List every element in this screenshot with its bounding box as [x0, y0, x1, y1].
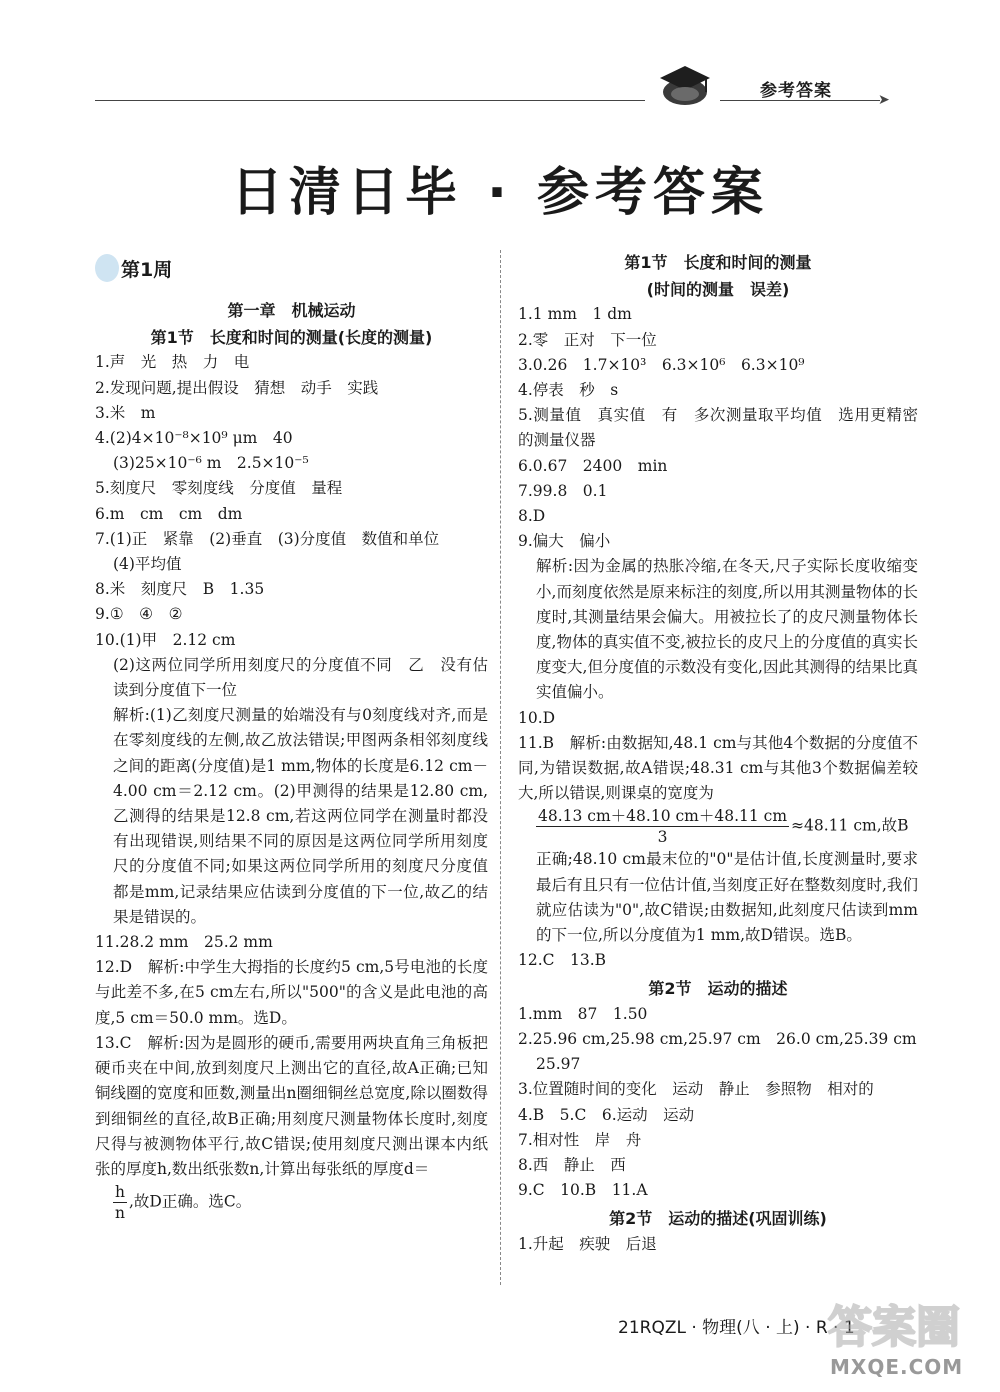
- analysis-paragraph: 解析:因为金属的热胀冷缩,在冬天,尺子实际长度收缩变小,而刻度依然是原来标注的刻度,所以用其测量物体的长度时,其测量结果会偏大。用被拉长了的皮尺测量物体长度,物体的真实值不变,被拉长的皮尺上的分度值的真实长度变大,但分度值的示数没有变化,因此其测得的结果比真实值偏小。: [536, 557, 918, 702]
- answer-line: 4.(2)4×10⁻⁸×10⁹ μm 40: [95, 429, 293, 448]
- analysis-paragraph: 解析:(1)乙刻度尺测量的始端没有与0刻度线对齐,而是在零刻度线的左侧,故乙放法错误;甲图两条相邻刻度线之间的距离(分度值)是1 mm,物体的长度是6.12 cm－4.00 cm＝2.12 cm。(2)甲测得的结果是12.80 cm,乙测得的结果是12.8 cm,若这两位同学在测量时都没有出现错误,则结果不同的原因是这两位同学所用刻度尺的分度值不同;如果这两位同学所用的刻度尺分度值都是mm,记录结果应估读到分度值的下一位,故乙的结果是错误的。: [113, 706, 488, 926]
- formula-line: [95, 1182, 488, 1223]
- answer-line: 4.停表 秒 s: [518, 381, 619, 400]
- section-heading: 第1节 长度和时间的测量: [624, 253, 812, 272]
- answer-text: ,故D正确。选C。: [128, 1192, 252, 1211]
- answer-paragraph: 11.B 解析:由数据知,48.1 cm与其他4个数据的分度值不同,为错误数据,故A错误;48.31 cm与其他3个数据偏差较大,所以错误,则课桌的宽度为: [518, 733, 918, 803]
- header-label: 参考答案: [760, 81, 832, 101]
- fraction: [113, 1182, 127, 1223]
- fraction-denominator: n: [115, 1204, 125, 1223]
- answer-line: 6.m cm cm dm: [95, 504, 243, 523]
- graduation-cap-icon: [656, 62, 714, 108]
- page-title: 日清日毕 · 参考答案: [231, 163, 769, 223]
- answer-line: (3)25×10⁻⁶ m 2.5×10⁻⁵: [113, 454, 309, 473]
- formula-line: [518, 806, 918, 847]
- answer-line: 1.mm 87 1.50: [518, 1004, 648, 1023]
- answer-paragraph: 12.D 解析:中学生大拇指的长度约5 cm,5号电池的长度与此差不多,在5 cm左右,所以"500"的含义是此电池的高度,5 cm＝50.0 mm。选D。: [95, 958, 488, 1027]
- answer-line: 2.零 正对 下一位: [518, 330, 657, 349]
- section-heading: 第2节 运动的描述: [648, 979, 788, 999]
- answer-line: 9.C 10.B 11.A: [518, 1181, 648, 1200]
- answer-line: 25.97: [536, 1055, 581, 1074]
- answer-line: 10.D: [518, 708, 556, 727]
- answer-line: 8.米 刻度尺 B 1.35: [95, 580, 265, 599]
- answer-line: 8.D: [518, 507, 546, 526]
- header-arrow-icon: ➤: [878, 92, 890, 108]
- answer-line: 1.1 mm 1 dm: [518, 305, 632, 324]
- answer-paragraph: 正确;48.10 cm最末位的"0"是估计值,长度测量时,要求最后有且只有一位估计值,当刻度正好在整数刻度时,我们就应估读为"0",故C错误;由数据知,此刻度尺估读到mm的下一位,所以分度值为1 mm,故D错误。选B。: [536, 850, 918, 945]
- answer-line: 3.米 m: [95, 403, 156, 422]
- section-heading: 第2节 运动的描述(巩固训练): [609, 1209, 827, 1229]
- answer-line: 3.0.26 1.7×10³ 6.3×10⁶ 6.3×10⁹: [518, 355, 805, 374]
- section-heading: 第1节 长度和时间的测量(长度的测量): [150, 328, 433, 348]
- answer-line: 7.(1)正 紧靠 (2)垂直 (3)分度值 数值和单位: [95, 529, 440, 548]
- section-subheading: (时间的测量 误差): [646, 280, 790, 300]
- answer-line: 2.25.96 cm,25.98 cm,25.97 cm 26.0 cm,25.39 cm: [518, 1029, 917, 1048]
- answer-line: 7.99.8 0.1: [518, 481, 608, 500]
- answer-line: 10.(1)甲 2.12 cm: [95, 630, 236, 649]
- fraction-numerator: h: [115, 1183, 125, 1202]
- week-bubble-icon: [95, 254, 119, 282]
- page-footer: 21RQZL · 物理(八 · 上) · R · 1: [618, 1318, 855, 1338]
- fraction: [536, 806, 789, 847]
- answer-line: 7.相对性 岸 舟: [518, 1130, 642, 1149]
- right-column: [518, 250, 918, 1257]
- answer-paragraph: 5.测量值 真实值 有 多次测量取平均值 选用更精密的测量仪器: [518, 406, 918, 450]
- week-label: 第1周: [121, 259, 173, 281]
- answer-line: 5.刻度尺 零刻度线 分度值 量程: [95, 479, 343, 498]
- watermark-text: MXQE.COM: [830, 1355, 964, 1379]
- answer-line: 6.0.67 2400 min: [518, 456, 668, 475]
- column-divider: [500, 250, 501, 1285]
- header-rule-left: [95, 100, 645, 101]
- fraction-numerator: 48.13 cm＋48.10 cm＋48.11 cm: [538, 807, 788, 826]
- answer-text: ≈48.11 cm,故B: [791, 816, 909, 835]
- answer-line: 1.升起 疾驶 后退: [518, 1234, 657, 1253]
- answer-line: 8.西 静止 西: [518, 1155, 626, 1174]
- week-heading: [95, 252, 488, 292]
- svg-text:答案圈: 答案圈: [828, 1302, 960, 1353]
- fraction-denominator: 3: [657, 828, 668, 847]
- answer-line: (4)平均值: [113, 555, 182, 574]
- answer-line: 11.28.2 mm 25.2 mm: [95, 933, 273, 952]
- answer-line: 2.发现问题,提出假设 猜想 动手 实践: [95, 378, 379, 397]
- answer-line: 9.① ④ ②: [95, 605, 183, 624]
- answer-paragraph: (2)这两位同学所用刻度尺的分度值不同 乙 没有估读到分度值下一位: [113, 655, 488, 700]
- answer-line: 1.声 光 热 力 电: [95, 353, 250, 372]
- answer-line: 9.偏大 偏小: [518, 532, 611, 551]
- answer-line: 4.B 5.C 6.运动 运动: [518, 1105, 695, 1124]
- answer-paragraph: 13.C 解析:因为是圆形的硬币,需要用两块直角三角板把硬币夹在中间,放到刻度尺上测出它的直径,故A正确;已知铜线圈的宽度和匝数,测量出n圈细铜丝总宽度,除以圈数得到细铜丝的直径,故B正确;用刻度尺测量物体长度时,刻度尺得与被测物体平行,故C错误;使用刻度尺测出课本内纸张的厚度h,数出纸张数n,计算出每张纸的厚度d＝: [95, 1033, 488, 1178]
- answer-line: 12.C 13.B: [518, 951, 607, 970]
- answer-line: 3.位置随时间的变化 运动 静止 参照物 相对的: [518, 1080, 874, 1099]
- chapter-heading: 第一章 机械运动: [227, 301, 356, 320]
- left-column: [95, 250, 488, 1223]
